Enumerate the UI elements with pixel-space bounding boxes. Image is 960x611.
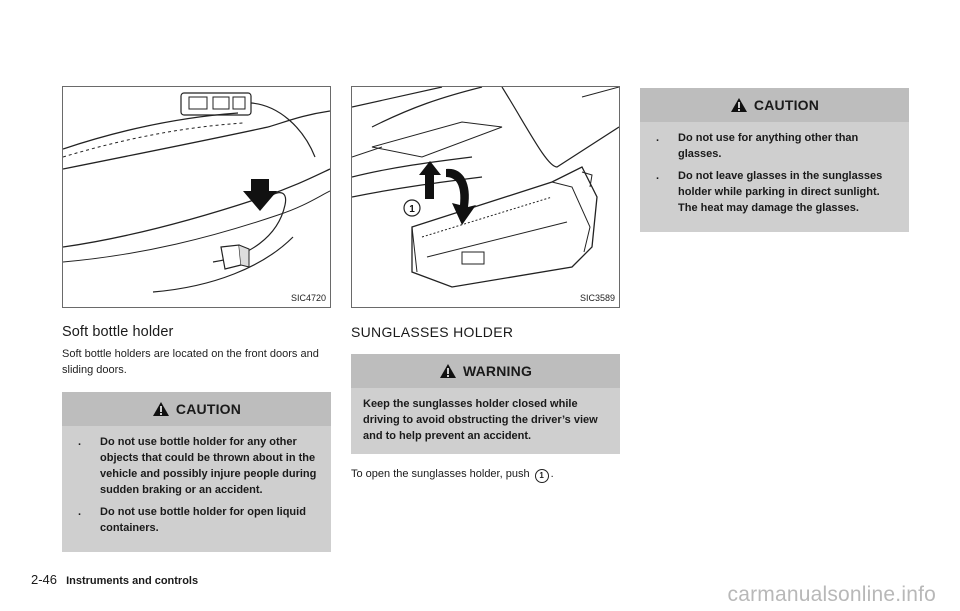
warning-triangle-icon xyxy=(439,363,457,379)
page-footer xyxy=(31,572,198,587)
arrow-up-icon xyxy=(419,161,441,199)
open-instruction: To open the sunglasses holder, push 1 . xyxy=(351,466,620,483)
section-title-soft-bottle-holder: Soft bottle holder xyxy=(62,324,174,340)
svg-text:1: 1 xyxy=(409,204,415,215)
right-column xyxy=(640,86,909,232)
watermark-text: carmanualsonline.info xyxy=(727,583,936,606)
caution-box-sunglasses xyxy=(640,88,909,232)
overhead-console-drawing xyxy=(352,87,619,307)
warning-triangle-icon xyxy=(730,97,748,113)
section-title-sunglasses-holder: SUNGLASSES HOLDER xyxy=(351,324,514,340)
caution-header xyxy=(62,392,331,426)
list-item: . Do not leave glasses in the sunglasses holder while parking in direct sunlight. The heat may damage the glasses. xyxy=(656,170,883,214)
middle-column xyxy=(351,86,620,483)
callout-1-icon: 1 xyxy=(535,469,549,483)
page-number: 2-46 xyxy=(31,572,58,587)
list-item: . Do not use for anything other than glasses. xyxy=(656,132,859,160)
warning-box-sunglasses xyxy=(351,354,620,454)
caution-heading: CAUTION xyxy=(753,97,820,113)
caution-box-bottle-holder xyxy=(62,392,331,552)
caution-heading: CAUTION xyxy=(175,401,242,417)
figure-code: SIC4720 xyxy=(290,293,326,303)
arrow-down-icon xyxy=(243,179,277,211)
figure-code: SIC3589 xyxy=(579,293,615,303)
warning-triangle-icon xyxy=(152,401,170,417)
list-item: . Do not use bottle holder for open liquid containers. xyxy=(78,506,306,534)
bottle-holder-illustration xyxy=(62,86,331,308)
caution-list xyxy=(652,130,897,216)
chapter-name: Instruments and controls xyxy=(66,575,199,587)
warning-text: Keep the sunglasses holder closed while driving to avoid obstructing the driver’s view and to help prevent an accident. xyxy=(363,398,598,442)
caution-header xyxy=(640,88,909,122)
door-panel-drawing xyxy=(63,87,330,307)
left-column xyxy=(62,86,331,552)
list-item: . Do not use bottle holder for any other objects that could be thrown about in the vehicle and possibly injure people during sudden braking or an accident. xyxy=(78,436,317,496)
sunglasses-holder-illustration xyxy=(351,86,620,308)
soft-bottle-holder-description: Soft bottle holders are located on the front doors and sliding doors. xyxy=(62,348,319,376)
caution-list xyxy=(74,434,319,536)
warning-heading: WARNING xyxy=(462,363,533,379)
warning-header xyxy=(351,354,620,388)
